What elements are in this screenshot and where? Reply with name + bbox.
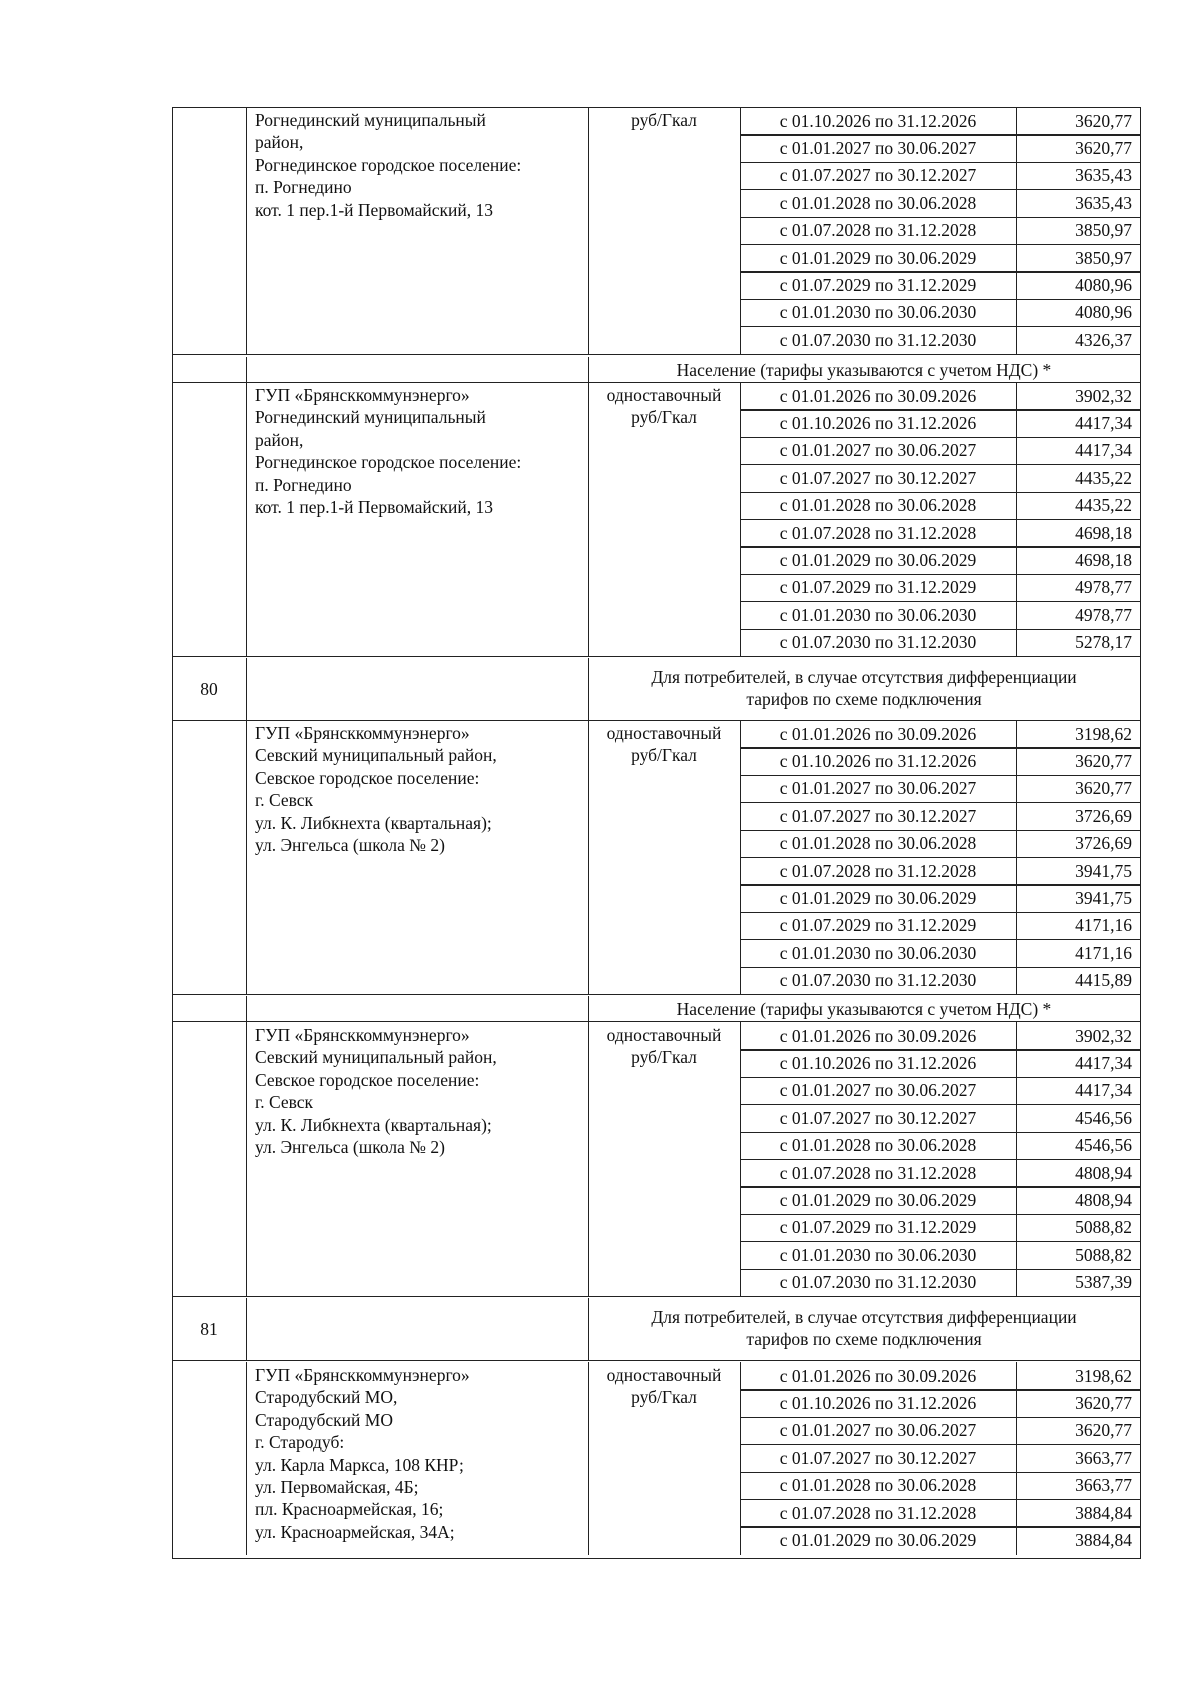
organization-address-line: пл. Красноармейская, 16; — [255, 1499, 444, 1520]
row-divider — [740, 299, 1141, 300]
tariff-value-cell: 4415,89 — [1075, 970, 1132, 991]
tariff-period-cell: с 01.10.2026 по 31.12.2026 — [779, 1052, 977, 1073]
tariff-value-cell: 3902,32 — [1075, 385, 1132, 406]
tariff-period-cell: с 01.01.2026 по 30.09.2026 — [779, 723, 977, 744]
row-divider — [740, 189, 1141, 190]
tariff-period-cell: с 01.07.2030 по 31.12.2030 — [779, 970, 977, 991]
organization-address-line: ул. Красноармейская, 34А; — [255, 1521, 455, 1542]
tariff-period-cell: с 01.01.2029 по 30.06.2029 — [779, 1189, 977, 1210]
row-divider — [740, 1444, 1141, 1445]
tariff-unit-label: руб/Гкал — [631, 1387, 697, 1408]
column-divider — [246, 720, 247, 995]
organization-address-line: Рогнединское городское поселение: — [255, 154, 522, 175]
tariff-period-cell: с 01.07.2028 по 31.12.2028 — [779, 220, 977, 241]
row-divider — [740, 939, 1141, 940]
tariff-period-cell: с 01.01.2029 по 30.06.2029 — [779, 1529, 977, 1550]
organization-address-line: ГУП «Брянсккоммунэнерго» — [255, 385, 470, 405]
tariff-value-cell: 4978,77 — [1075, 604, 1132, 625]
tariff-value-cell: 3635,43 — [1075, 192, 1132, 213]
tariff-period-cell: с 01.01.2027 по 30.06.2027 — [779, 440, 977, 461]
column-divider — [246, 996, 247, 1022]
column-divider — [246, 1298, 247, 1361]
row-divider — [740, 464, 1141, 465]
row-divider — [740, 217, 1141, 218]
tariff-period-cell: с 01.07.2027 по 30.12.2027 — [779, 1107, 977, 1128]
row-number: 81 — [200, 1318, 218, 1339]
tariff-period-cell: с 01.07.2028 по 31.12.2028 — [779, 860, 977, 881]
column-divider — [246, 107, 247, 355]
tariff-period-cell: с 01.01.2030 по 30.06.2030 — [779, 1244, 977, 1265]
tariff-value-cell: 4978,77 — [1075, 577, 1132, 598]
row-divider — [740, 1389, 1141, 1390]
column-divider — [246, 357, 247, 383]
tariff-period-cell: с 01.01.2030 по 30.06.2030 — [779, 302, 977, 323]
organization-address-line: кот. 1 пер.1-й Первомайский, 13 — [255, 199, 493, 220]
row-divider — [740, 1417, 1141, 1418]
tariff-value-cell: 3850,97 — [1075, 220, 1132, 241]
section-divider — [172, 656, 1141, 657]
tariff-period-cell: с 01.10.2026 по 31.12.2026 — [779, 110, 977, 131]
row-divider — [740, 912, 1141, 913]
row-divider — [740, 1186, 1141, 1187]
row-number: 80 — [200, 678, 218, 699]
tariff-value-cell: 3620,77 — [1075, 750, 1132, 771]
organization-address-line: Севское городское поселение: — [255, 1069, 480, 1090]
organization-address-line: кот. 1 пер.1-й Первомайский, 13 — [255, 497, 493, 517]
organization-address-line: Стародубский МО, — [255, 1387, 398, 1408]
tariff-value-cell: 4698,18 — [1075, 549, 1132, 570]
tariff-period-cell: с 01.07.2028 по 31.12.2028 — [779, 1162, 977, 1183]
consumer-group-header: Для потребителей, в случае отсутствия дифференциации — [651, 1307, 1077, 1327]
row-divider — [740, 884, 1141, 885]
row-divider — [740, 409, 1141, 410]
organization-address-line: ул. Энгельса (школа № 2) — [255, 1137, 445, 1157]
row-divider — [740, 546, 1141, 547]
organization-address-line: Рогнединское городское поселение: — [255, 452, 522, 473]
organization-address-line: г. Стародуб: — [255, 1432, 345, 1453]
tariff-value-cell: 3663,77 — [1075, 1475, 1132, 1496]
tariff-value-cell: 4808,94 — [1075, 1162, 1132, 1183]
column-divider — [246, 658, 247, 721]
row-divider — [740, 492, 1141, 493]
organization-address-line: ул. К. Либкнехта (квартальная); — [255, 812, 492, 833]
row-divider — [740, 1049, 1141, 1050]
section-divider — [172, 1360, 1141, 1361]
organization-address-line: ГУП «Брянсккоммунэнерго» — [255, 1365, 470, 1385]
section-divider — [172, 994, 1141, 995]
tariff-value-cell: 4417,34 — [1075, 412, 1132, 433]
row-divider — [740, 747, 1141, 748]
tariff-value-cell: 3635,43 — [1075, 165, 1132, 186]
tariff-value-cell: 4171,16 — [1075, 915, 1132, 936]
tariff-period-cell: с 01.01.2026 по 30.09.2026 — [779, 1365, 977, 1386]
organization-address-line: Севский муниципальный район, — [255, 745, 497, 766]
row-divider — [740, 162, 1141, 163]
tariff-period-cell: с 01.07.2028 по 31.12.2028 — [779, 1502, 977, 1523]
organization-address-line: Рогнединский муниципальный — [255, 407, 486, 428]
tariff-period-cell: с 01.01.2028 по 30.06.2028 — [779, 833, 977, 854]
tariff-value-cell: 4417,34 — [1075, 1080, 1132, 1101]
tariff-unit-label: руб/Гкал — [631, 745, 697, 766]
column-divider — [246, 1022, 247, 1297]
tariff-period-cell: с 01.01.2028 по 30.06.2028 — [779, 495, 977, 516]
tariff-period-cell: с 01.07.2030 по 31.12.2030 — [779, 632, 977, 653]
row-divider — [740, 244, 1141, 245]
tariff-unit-label: одноставочный — [606, 1365, 722, 1385]
tariff-period-cell: с 01.07.2028 по 31.12.2028 — [779, 522, 977, 543]
row-divider — [740, 1472, 1141, 1473]
tariff-value-cell: 3941,75 — [1075, 887, 1132, 908]
tariff-period-cell: с 01.01.2029 по 30.06.2029 — [779, 887, 977, 908]
tariff-period-cell: с 01.01.2026 по 30.09.2026 — [779, 1025, 977, 1046]
organization-address-line: г. Севск — [255, 790, 314, 811]
tariff-value-cell: 3850,97 — [1075, 247, 1132, 268]
tariff-period-cell: с 01.01.2027 по 30.06.2027 — [779, 778, 977, 799]
tariff-period-cell: с 01.01.2030 по 30.06.2030 — [779, 604, 977, 625]
tariff-value-cell: 3884,84 — [1075, 1502, 1132, 1523]
tariff-unit-label: руб/Гкал — [631, 1047, 697, 1068]
row-divider — [740, 1132, 1141, 1133]
consumer-group-header: Для потребителей, в случае отсутствия дифференциации — [651, 667, 1077, 687]
tariff-value-cell: 3620,77 — [1075, 1420, 1132, 1441]
tariff-value-cell: 3198,62 — [1075, 1365, 1132, 1386]
tariff-period-cell: с 01.10.2026 по 31.12.2026 — [779, 412, 977, 433]
row-divider — [740, 1526, 1141, 1527]
row-divider — [740, 1269, 1141, 1270]
tariff-unit-label: одноставочный — [606, 385, 722, 405]
organization-address-line: Севский муниципальный район, — [255, 1047, 497, 1068]
tariff-period-cell: с 01.01.2027 по 30.06.2027 — [779, 1080, 977, 1101]
tariff-value-cell: 4080,96 — [1075, 302, 1132, 323]
tariff-period-cell: с 01.07.2029 по 31.12.2029 — [779, 274, 977, 295]
tariff-unit-label: одноставочный — [606, 1025, 722, 1045]
organization-address-line: п. Рогнедино — [255, 177, 352, 198]
tariff-period-cell: с 01.01.2028 по 30.06.2028 — [779, 1135, 977, 1156]
section-divider — [172, 1021, 1141, 1022]
row-divider — [740, 1241, 1141, 1242]
table-bottom-border — [172, 1558, 1141, 1559]
tariff-value-cell: 4171,16 — [1075, 942, 1132, 963]
tariff-period-cell: с 01.07.2030 по 31.12.2030 — [779, 329, 977, 350]
consumer-group-header: Население (тарифы указываются с учетом НДС) * — [676, 359, 1052, 380]
row-divider — [740, 1077, 1141, 1078]
tariff-value-cell: 4808,94 — [1075, 1189, 1132, 1210]
organization-address-line: ул. Первомайская, 4Б; — [255, 1477, 419, 1497]
tariff-value-cell: 5387,39 — [1075, 1272, 1132, 1293]
tariff-period-cell: с 01.10.2026 по 31.12.2026 — [779, 1392, 977, 1413]
tariff-unit-label: руб/Гкал — [631, 110, 697, 130]
tariff-period-cell: с 01.07.2029 по 31.12.2029 — [779, 577, 977, 598]
section-divider — [172, 1296, 1141, 1297]
row-divider — [740, 629, 1141, 630]
section-divider — [172, 354, 1141, 355]
tariff-value-cell: 4546,56 — [1075, 1107, 1132, 1128]
tariff-period-cell: с 01.07.2029 по 31.12.2029 — [779, 915, 977, 936]
row-divider — [740, 437, 1141, 438]
tariff-value-cell: 5278,17 — [1075, 632, 1132, 653]
consumer-group-header: тарифов по схеме подключения — [746, 689, 982, 709]
table-left-border — [172, 107, 173, 1559]
organization-address-line: ГУП «Брянсккоммунэнерго» — [255, 1025, 470, 1045]
organization-address-line: ул. Карла Маркса, 108 КНР; — [255, 1454, 464, 1475]
row-divider — [740, 601, 1141, 602]
tariff-value-cell: 5088,82 — [1075, 1244, 1132, 1265]
tariff-value-cell: 4417,34 — [1075, 1052, 1132, 1073]
tariff-value-cell: 4435,22 — [1075, 495, 1132, 516]
tariff-period-cell: с 01.01.2029 по 30.06.2029 — [779, 549, 977, 570]
consumer-group-header: Население (тарифы указываются с учетом НДС) * — [676, 998, 1052, 1019]
tariff-value-cell: 4326,37 — [1075, 329, 1132, 350]
row-divider — [740, 574, 1141, 575]
organization-address-line: ул. К. Либкнехта (квартальная); — [255, 1114, 492, 1135]
tariff-period-cell: с 01.07.2027 по 30.12.2027 — [779, 1447, 977, 1468]
organization-address-line: Рогнединский муниципальный — [255, 110, 486, 130]
tariff-period-cell: с 01.07.2027 по 30.12.2027 — [779, 467, 977, 488]
tariff-period-cell: с 01.01.2028 по 30.06.2028 — [779, 192, 977, 213]
tariff-unit-label: одноставочный — [606, 723, 722, 743]
tariff-value-cell: 4417,34 — [1075, 440, 1132, 461]
organization-address-line: Севское городское поселение: — [255, 767, 480, 788]
tariff-period-cell: с 01.10.2026 по 31.12.2026 — [779, 750, 977, 771]
tariff-value-cell: 3884,84 — [1075, 1529, 1132, 1550]
organization-address-line: ул. Энгельса (школа № 2) — [255, 835, 445, 855]
tariff-period-cell: с 01.01.2029 по 30.06.2029 — [779, 247, 977, 268]
row-divider — [740, 830, 1141, 831]
organization-address-line: район, — [255, 132, 304, 153]
tariff-value-cell: 3663,77 — [1075, 1447, 1132, 1468]
tariff-value-cell: 3620,77 — [1075, 137, 1132, 158]
tariff-period-cell: с 01.01.2027 по 30.06.2027 — [779, 137, 977, 158]
tariff-value-cell: 3726,69 — [1075, 805, 1132, 826]
tariff-period-cell: с 01.01.2028 по 30.06.2028 — [779, 1475, 977, 1496]
tariff-value-cell: 3620,77 — [1075, 778, 1132, 799]
row-divider — [740, 519, 1141, 520]
column-divider — [588, 107, 589, 355]
tariff-value-cell: 3620,77 — [1075, 1392, 1132, 1413]
tariff-period-cell: с 01.01.2027 по 30.06.2027 — [779, 1420, 977, 1441]
row-divider — [740, 802, 1141, 803]
tariff-unit-label: руб/Гкал — [631, 407, 697, 428]
organization-address-line: ГУП «Брянсккоммунэнерго» — [255, 723, 470, 743]
column-divider — [246, 382, 247, 657]
tariff-value-cell: 3620,77 — [1075, 110, 1132, 131]
row-divider — [740, 857, 1141, 858]
tariff-value-cell: 5088,82 — [1075, 1217, 1132, 1238]
tariff-period-cell: с 01.07.2027 по 30.12.2027 — [779, 805, 977, 826]
tariff-value-cell: 3198,62 — [1075, 723, 1132, 744]
row-divider — [740, 1159, 1141, 1160]
organization-address-line: г. Севск — [255, 1092, 314, 1113]
row-divider — [740, 134, 1141, 135]
row-divider — [740, 1214, 1141, 1215]
row-divider — [740, 1499, 1141, 1500]
tariff-period-cell: с 01.01.2026 по 30.09.2026 — [779, 385, 977, 406]
table-right-border — [1140, 107, 1141, 1559]
row-divider — [740, 326, 1141, 327]
tariff-value-cell: 3941,75 — [1075, 860, 1132, 881]
row-divider — [740, 1104, 1141, 1105]
row-divider — [740, 271, 1141, 272]
tariff-value-cell: 3902,32 — [1075, 1025, 1132, 1046]
organization-address-line: район, — [255, 429, 304, 450]
tariff-value-cell: 4546,56 — [1075, 1135, 1132, 1156]
tariff-period-cell: с 01.07.2027 по 30.12.2027 — [779, 165, 977, 186]
tariff-value-cell: 4435,22 — [1075, 467, 1132, 488]
row-divider — [740, 967, 1141, 968]
consumer-group-header: тарифов по схеме подключения — [746, 1329, 982, 1349]
column-divider — [246, 1362, 247, 1555]
organization-address-line: п. Рогнедино — [255, 474, 352, 495]
organization-address-line: Стародубский МО — [255, 1409, 393, 1430]
tariff-period-cell: с 01.07.2029 по 31.12.2029 — [779, 1217, 977, 1238]
tariff-period-cell: с 01.01.2030 по 30.06.2030 — [779, 942, 977, 963]
tariff-value-cell: 4698,18 — [1075, 522, 1132, 543]
row-divider — [740, 775, 1141, 776]
tariff-value-cell: 4080,96 — [1075, 274, 1132, 295]
tariff-period-cell: с 01.07.2030 по 31.12.2030 — [779, 1272, 977, 1293]
tariff-value-cell: 3726,69 — [1075, 833, 1132, 854]
